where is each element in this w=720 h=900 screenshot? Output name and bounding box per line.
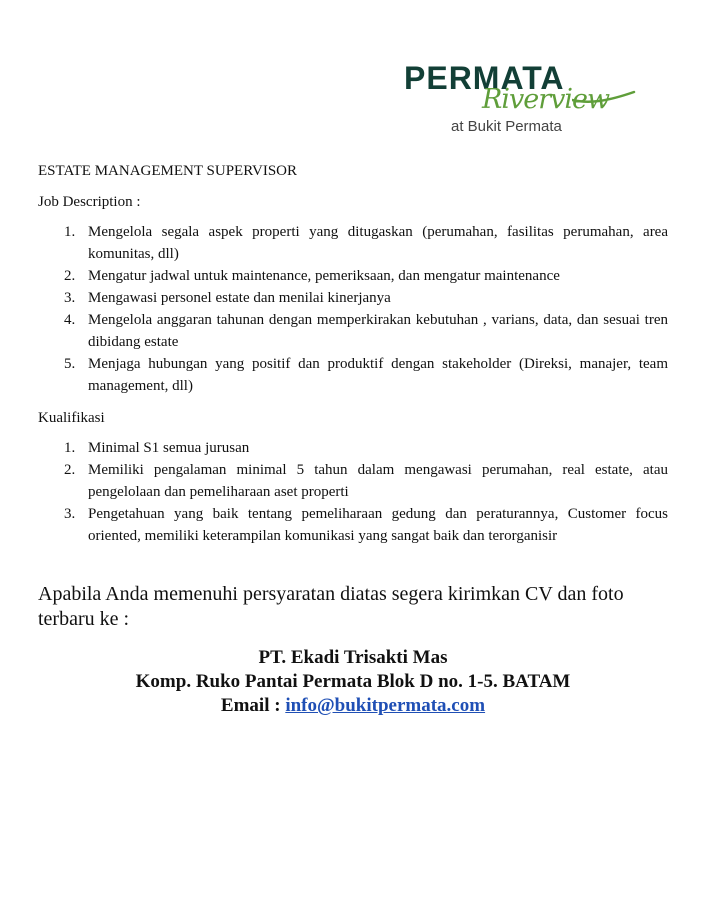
list-number: 1. <box>64 224 76 240</box>
qualifications-heading: Kualifikasi <box>38 410 105 426</box>
logo-script-text: Riverview <box>482 84 610 115</box>
list-number: 1. <box>64 440 76 456</box>
list-number: 5. <box>64 356 76 372</box>
job-title: ESTATE MANAGEMENT SUPERVISOR <box>38 163 298 179</box>
list-item-text: Minimal S1 semua jurusan <box>88 440 250 456</box>
list-number: 2. <box>64 462 76 478</box>
list-item-text: Memiliki pengalaman minimal 5 tahun dalam mengawasi perumahan, real estate, atau pengelolaan dan pemeliharaan aset properti <box>88 462 668 500</box>
list-number: 3. <box>64 290 76 306</box>
list-number: 2. <box>64 268 76 284</box>
list-item-text: Pengetahuan yang baik tentang pemeliharaan gedung dan peraturannya, Customer focus oriented, memiliki keterampilan komunikasi yang sangat baik dan terorganisir <box>88 506 668 544</box>
list-item <box>64 309 668 353</box>
list-item-text: Mengelola segala aspek properti yang ditugaskan (perumahan, fasilitas perumahan, area komunitas, dll) <box>88 224 668 262</box>
list-item-text: Mengawasi personel estate dan menilai kinerjanya <box>88 290 391 306</box>
job-description-heading: Job Description : <box>38 194 141 210</box>
apply-instructions: Apabila Anda memenuhi persyaratan diatas segera kirimkan CV dan foto terbaru ke : <box>38 583 624 630</box>
list-number: 4. <box>64 312 76 328</box>
list-item <box>64 503 668 547</box>
list-item <box>64 287 668 309</box>
company-name: PT. Ekadi Trisakti Mas <box>258 647 448 668</box>
job-description-list <box>38 221 668 397</box>
email-link[interactable]: info@bukitpermata.com <box>285 695 486 716</box>
list-item <box>64 265 668 287</box>
logo-main-text: PERMATA <box>404 60 565 96</box>
list-item <box>64 459 668 503</box>
list-item <box>64 221 668 265</box>
list-item <box>64 353 668 397</box>
company-logo <box>396 56 646 140</box>
logo-subtitle: at Bukit Permata <box>451 118 562 135</box>
list-item-text: Menjaga hubungan yang positif dan produktif dengan stakeholder (Direksi, manajer, team management, dll) <box>88 356 668 394</box>
company-address: Komp. Ruko Pantai Permata Blok D no. 1-5. BATAM <box>135 671 571 692</box>
qualifications-list <box>38 437 668 547</box>
list-item <box>64 437 668 459</box>
list-item-text: Mengatur jadwal untuk maintenance, pemeriksaan, dan mengatur maintenance <box>88 268 560 284</box>
logo-swash-icon <box>572 84 636 110</box>
list-number: 3. <box>64 506 76 522</box>
company-email-line <box>38 694 668 718</box>
job-posting <box>38 160 668 718</box>
list-item-text: Mengelola anggaran tahunan dengan memperkirakan kebutuhan , varians, data, dan sesuai tren dibidang estate <box>88 312 668 350</box>
email-label: Email : <box>220 695 281 716</box>
